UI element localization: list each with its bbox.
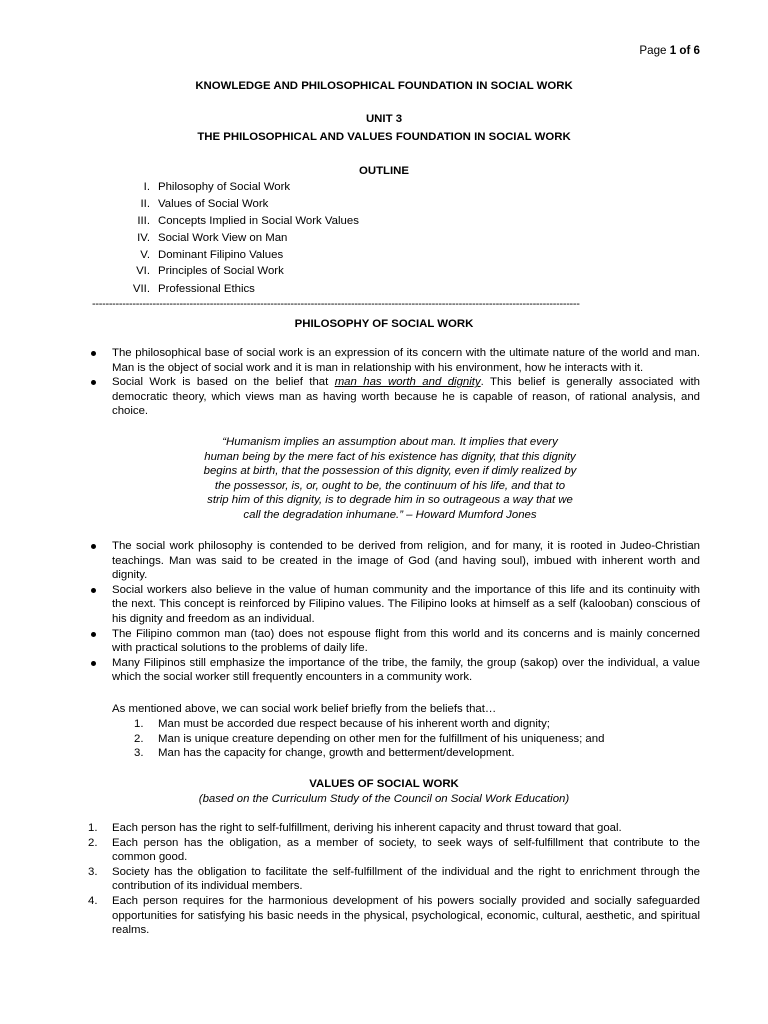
list-item: 1. Each person has the right to self-fulfillment, deriving his inherent capacity and thrust toward that goal. (88, 822, 622, 834)
values-subheading: (based on the Curriculum Study of the Council on Social Work Education) (198, 793, 570, 805)
outline-item: I. Philosophy of Social Work (143, 181, 291, 193)
unit-label: UNIT 3 (365, 113, 403, 125)
outline-item: IV. Social Work View on Man (137, 232, 288, 244)
list-item: Social Work is based on the belief that man has worth and dignity. This belief is generally associated with democratic theory, which views man as having worth because he is capable of reason, of rational analysis, and choice. (88, 375, 700, 419)
list-item: 4. Each person requires for the harmonious development of his powers socially provided and socially safeguarded opportunities for satisfying his basic needs in the physical, psychological, economic, cultural, aesthetic, and spiritual realms. (88, 894, 700, 937)
list-item: 3. Society has the obligation to facilitate the self-fulfillment of the individual and the right to enrichment through the contribution of its individual members. (88, 865, 700, 893)
beliefs-list (112, 717, 702, 761)
philosophy-heading: PHILOSOPHY OF SOCIAL WORK (294, 318, 474, 330)
outline-item: II. Values of Social Work (140, 198, 269, 210)
emphasis-phrase: man has worth and dignity (334, 376, 481, 389)
page-number: Page 1 of 6 (639, 44, 700, 57)
list-item: The Filipino common man (tao) does not espouse flight from this world and its concerns and is mainly concerned with practical solutions to the problems of daily life. (88, 627, 700, 656)
outline-item: V. Dominant Filipino Values (140, 249, 284, 261)
philosophy-bullets-bottom (88, 539, 700, 685)
philosophy-bullets-top (88, 346, 700, 419)
values-heading: VALUES OF SOCIAL WORK (309, 778, 459, 790)
beliefs-intro: As mentioned above, we can social work belief briefly from the beliefs that… (112, 703, 497, 715)
humanism-quote: “Humanism implies an assumption about man. It implies that every human being by the mere fact of his existence has dignity, that this dignity begins at birth, that the possession of this dignity, even if dimly realized by the possessor, is, or, ought to be, the continuum of his life, and that to strip him of this dignity, is to degrade him in so outrageous a way that we call the degradation inhumane.” – Howard Mumford Jones (203, 436, 577, 521)
list-item: 2. Man is unique creature depending on other men for the fulfillment of his uniqueness; and (134, 732, 605, 745)
section-divider: ------------------------------------------------------------------------------------------------------------------------------------------------- (92, 298, 580, 310)
list-item: 2. Each person has the obligation, as a member of society, to seek ways of self-fulfillment that contribute to the common good. (88, 836, 700, 864)
outline-item: III. Concepts Implied in Social Work Values (137, 215, 359, 227)
outline-heading: OUTLINE (359, 165, 409, 177)
list-item: The social work philosophy is contended to be derived from religion, and for many, it is rooted in Judeo-Christian teachings. Man was said to be created in the image of God (and having soul), imbued with inherent worth and dignity. (88, 539, 700, 583)
unit-title: THE PHILOSOPHICAL AND VALUES FOUNDATION IN SOCIAL WORK (197, 131, 571, 143)
list-item: Many Filipinos still emphasize the importance of the tribe, the family, the group (sakop) over the individual, a value which the social worker still frequently encounters in a community work. (88, 656, 700, 685)
outline-item: VI. Principles of Social Work (136, 265, 284, 277)
list-item: 1. Man must be accorded due respect because of his inherent worth and dignity; (134, 718, 550, 730)
values-list (88, 821, 700, 938)
list-item: Social workers also believe in the value of human community and the importance of this life and its continuity with the next. This concept is reinforced by Filipino values. The Filipino looks at himself as a self (kalooban) conscious of his dignity and freedom as an individual. (88, 583, 700, 627)
outline-item: VII. Professional Ethics (132, 283, 255, 295)
course-title: KNOWLEDGE AND PHILOSOPHICAL FOUNDATION IN SOCIAL WORK (195, 80, 573, 92)
list-item: 3. Man has the capacity for change, growth and betterment/development. (134, 747, 515, 760)
list-item: The philosophical base of social work is an expression of its concern with the ultimate nature of the world and man. Man is the object of social work and it is man in relationship with his environment, how he interacts with it. (88, 346, 700, 375)
